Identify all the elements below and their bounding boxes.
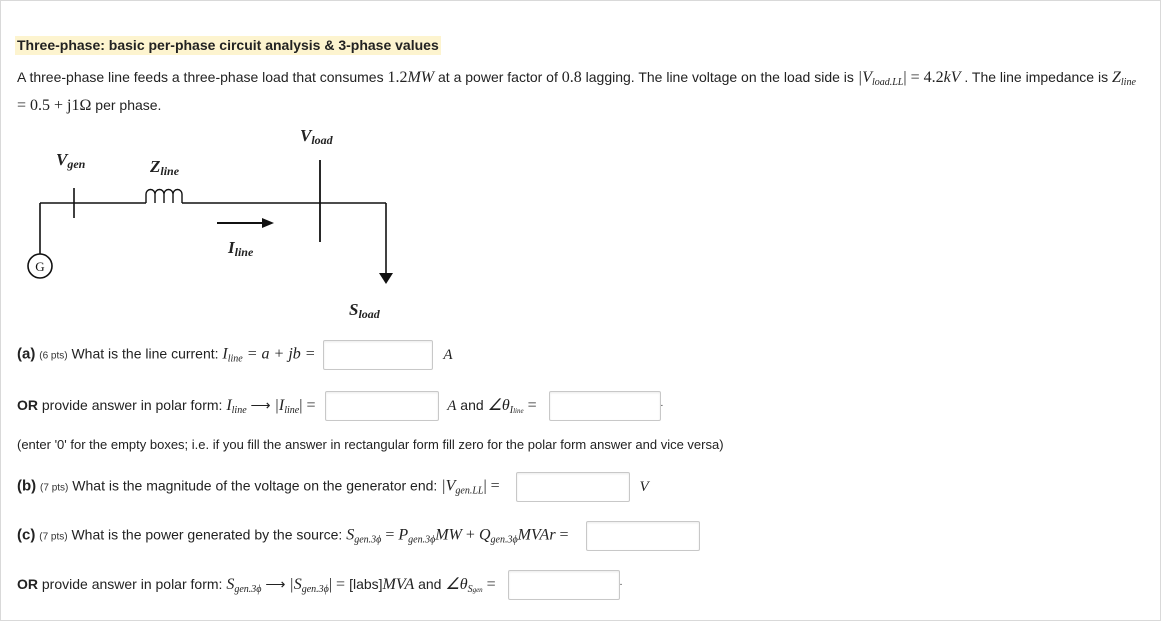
gen-power-plus: + [461,526,479,544]
gen-power-eq1: = [381,526,399,544]
question-a-label: (a) [17,345,36,363]
current-magnitude-symbol: |I [274,397,285,414]
gen-reactive-power-symbol: Q [478,526,491,544]
gen-power-eq2: = [555,526,569,544]
gen-real-power-symbol: P [398,526,409,544]
question-a-polar-text: provide answer in polar form: [38,397,227,413]
load-voltage-symbol: |V [857,69,872,86]
question-b-label: (b) [17,477,37,495]
intro-text-2: at a power factor of [434,69,562,85]
line-current-expression: = a + jb = [242,345,316,363]
power-angle-input[interactable] [508,570,620,600]
load-voltage-subscript: load.LL [871,77,904,88]
polar-power-symbol: S [226,576,235,593]
line-impedance-value: = 0.5 + j1Ω [17,97,92,114]
intro-text-3: lagging. The line voltage on the load side is [581,69,858,85]
s-load-label: Sload [349,300,380,321]
instruction-note: (enter '0' for the empty boxes; i.e. if you fill the answer in rectangular form fill zero for the polar form answer and vice versa) [17,437,724,452]
v-load-label: Vload [300,126,333,147]
v-gen-label: Vgen [56,150,86,171]
intro-text-1: A three-phase line feeds a three-phase load that consumes [17,69,388,85]
current-angle-input[interactable] [549,391,661,421]
power-magnitude-symbol: |S [289,576,302,593]
line-impedance-symbol: Z [1111,69,1121,86]
question-c-text: What is the power generated by the source: [67,526,347,543]
line-impedance-subscript: line [1120,77,1136,88]
load-arrow-head-icon [379,273,393,284]
question-a-text: What is the line current: [67,345,223,362]
power-angle-symbol: ∠θ [445,576,468,593]
question-a-points: (6 pts) [39,350,68,362]
line-current-unit: A [443,346,453,363]
generator-symbol: G [35,259,45,274]
gen-reactive-power-subscript: gen.3ϕ [490,534,518,546]
circuit-wires [40,203,386,273]
question-a [17,340,453,366]
question-c-polar: OR provide answer in polar form: $S_{gen.3\phi}$ ⟶ $|S_{gen.3\phi}|$ = [labs]MVA and $\angle\theta_{Sgen} = ^.$ [17,570,622,596]
question-c-label: (c) [17,526,36,544]
gen-reactive-power-unit: MVAr [517,526,556,544]
and-label-c: and [414,576,446,592]
gen-real-power-unit: MW [435,526,462,544]
power-magnitude-placeholder: [labs] [349,576,383,592]
polar-arrow-c: ⟶ [261,576,290,592]
current-arrow-head-icon [262,218,274,228]
question-c-polar-text: provide answer in polar form: [38,576,227,592]
question-c-points: (7 pts) [39,531,68,543]
power-magnitude-subscript: gen.3ϕ [301,584,329,595]
question-b [17,472,649,498]
polar-current-symbol: I [226,397,232,414]
line-current-subscript: line [227,353,243,365]
and-label-a: and [456,397,488,413]
intro-text-4: . The line impedance is [960,69,1112,85]
current-magnitude-eq: | = [299,397,316,414]
gen-voltage-symbol: |V [441,477,456,495]
question-b-points: (7 pts) [40,482,69,494]
gen-power-subscript: gen.3ϕ [354,534,382,546]
or-label-a: OR [17,397,38,413]
z-line-label: Zline [150,157,180,178]
gen-power-rect-input[interactable] [586,521,700,551]
power-magnitude-unit: MVA [382,576,415,593]
line-current-rect-input[interactable] [323,340,433,370]
current-angle-subscript: I [509,405,514,416]
intro-text-5: per phase. [91,97,162,113]
i-line-label: Iline [228,238,254,259]
gen-voltage-subscript: gen.LL [455,485,484,497]
problem-title: Three-phase: basic per-phase circuit analysis & 3-phase values [17,37,439,53]
current-magnitude-unit: A [447,398,457,414]
question-a-polar: OR provide answer in polar form: $I_{line}$ ⟶ $|I_{line}| = A$ and $\angle\theta_{Iline} = ^.$ [17,391,663,417]
line-current-symbol: I [222,345,228,363]
gen-power-symbol: S [346,526,355,544]
power-factor-value: 0.8 [561,69,582,86]
load-voltage-value: | = 4.2 [903,69,944,86]
gen-real-power-subscript: gen.3ϕ [408,534,436,546]
load-power-unit: MW [407,69,435,86]
gen-voltage-input[interactable] [516,472,630,502]
current-angle-symbol: ∠θ [487,397,510,414]
current-angle-subsubscript: line [513,407,524,415]
load-power-value: 1.2 [387,69,408,86]
current-magnitude-subscript: line [284,405,300,416]
current-angle-eq: = [523,397,537,414]
power-angle-eq: = [482,576,496,593]
polar-power-subscript: gen.3ϕ [234,584,262,595]
polar-arrow-a: ⟶ [246,397,275,413]
question-c [17,521,700,547]
or-label-c: OR [17,576,38,592]
power-angle-subscript: S [467,584,473,595]
gen-voltage-unit: V [639,478,649,495]
gen-voltage-eq: | = [483,477,500,495]
inductor-coil-icon [146,190,184,204]
polar-current-subscript: line [231,405,247,416]
load-voltage-unit: kV [943,69,961,86]
power-angle-subsubscript: gen [472,586,483,594]
current-magnitude-input[interactable] [325,391,439,421]
power-magnitude-eq: | = [328,576,350,593]
question-b-text: What is the magnitude of the voltage on the generator end: [68,477,442,494]
